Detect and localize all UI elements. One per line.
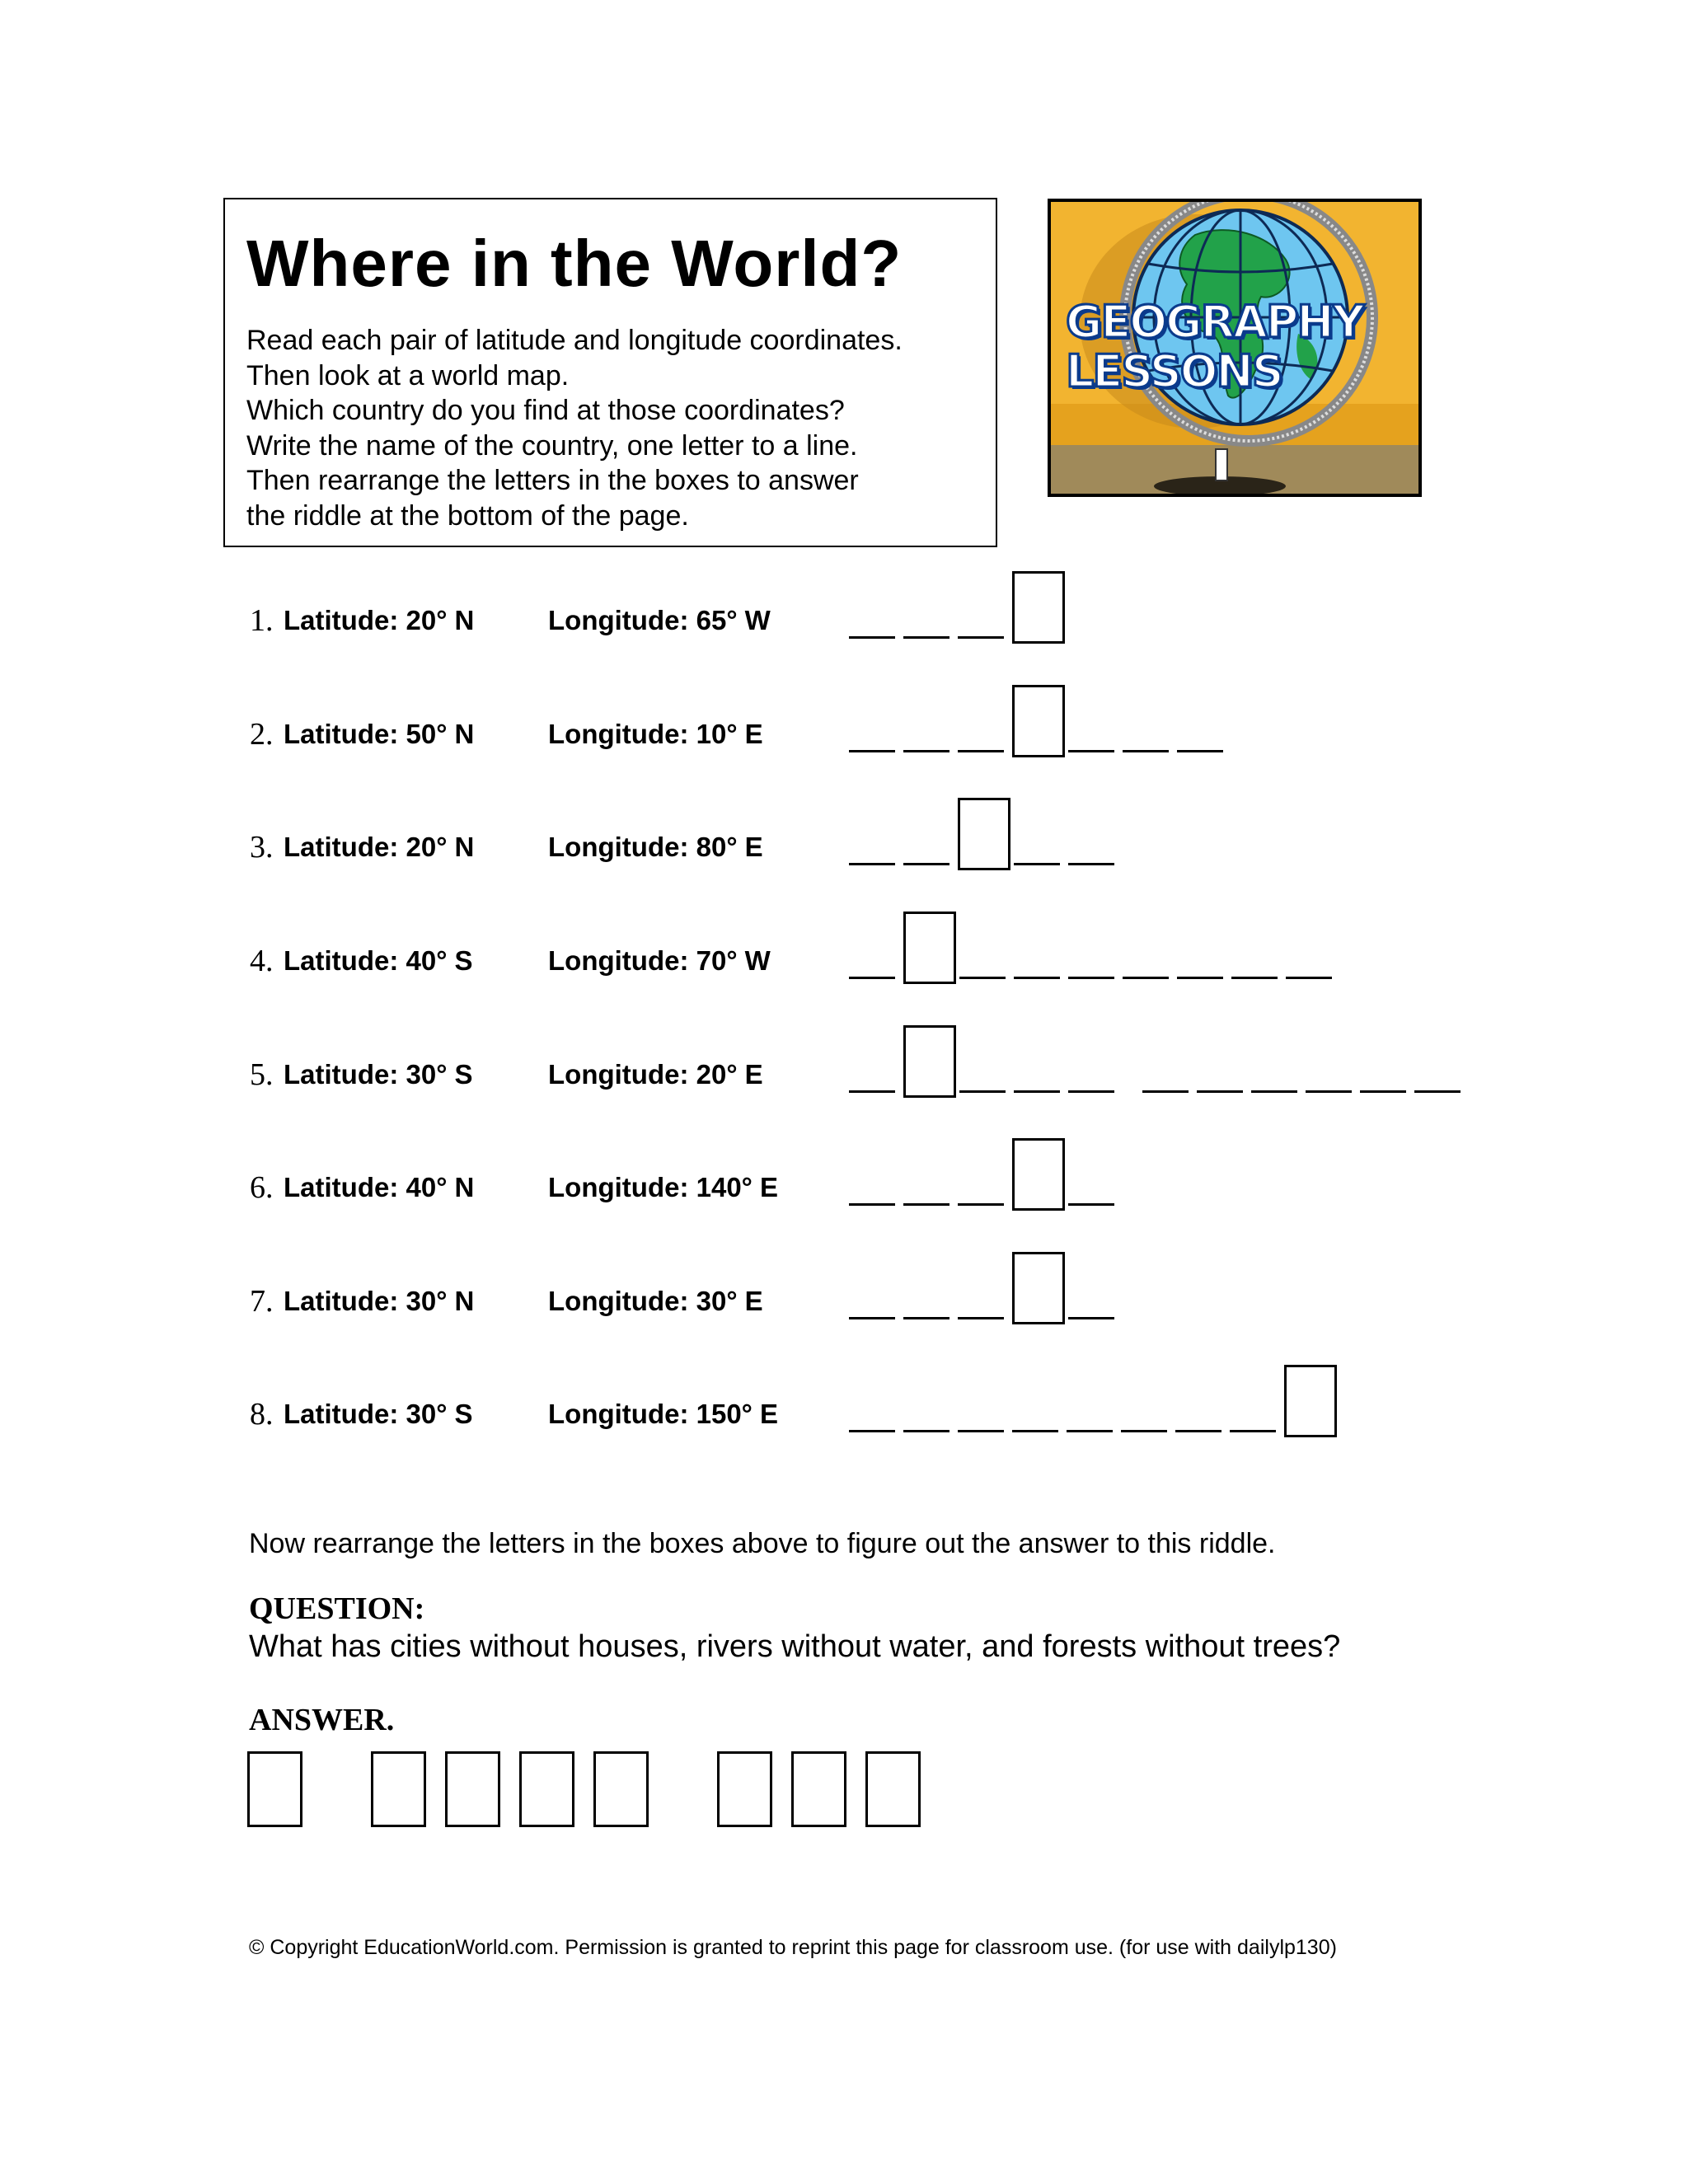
copyright-footer: © Copyright EducationWorld.com. Permission is granted to reprint this page for classroom use. (for use with dailylp130) [249, 1936, 1337, 1959]
answer-letter-box[interactable] [791, 1751, 846, 1827]
instruction-line: Read each pair of latitude and longitude coordinates. [246, 325, 903, 356]
letter-blank[interactable] [1414, 1090, 1461, 1093]
longitude-label: Longitude: 30° E [548, 1286, 763, 1316]
instruction-line: Then look at a world map. [246, 359, 570, 391]
answer-label: ANSWER. [249, 1703, 395, 1737]
answer-blanks [849, 798, 1123, 865]
instructions [246, 323, 988, 533]
longitude-label: Longitude: 10° E [548, 719, 763, 749]
answer-letter-box[interactable] [445, 1751, 500, 1827]
answer-blanks [849, 1252, 1123, 1319]
letter-blank[interactable] [849, 1203, 895, 1206]
question-row [250, 563, 1437, 645]
letter-blank[interactable] [903, 863, 950, 865]
question-number: 1. [250, 603, 274, 638]
longitude-label: Longitude: 140° E [548, 1172, 779, 1202]
letter-blank[interactable] [903, 636, 950, 639]
letter-box[interactable] [903, 1025, 956, 1098]
letter-blank[interactable] [958, 1317, 1004, 1319]
latitude-label: Latitude: 30° N [284, 1286, 475, 1316]
answer-letter-box[interactable] [247, 1751, 302, 1827]
letter-blank[interactable] [1068, 750, 1114, 752]
letter-blank[interactable] [1123, 750, 1169, 752]
answer-blanks [849, 1365, 1340, 1432]
letter-blank[interactable] [1068, 1317, 1114, 1319]
letter-blank[interactable] [849, 977, 895, 979]
letter-blank[interactable] [1230, 1430, 1276, 1432]
question-number: 6. [250, 1170, 274, 1205]
letter-blank[interactable] [849, 1090, 895, 1093]
letter-box[interactable] [1012, 1252, 1065, 1324]
latitude-label: Latitude: 40° N [284, 1172, 475, 1202]
answer-letter-box[interactable] [865, 1751, 921, 1827]
letter-blank[interactable] [1142, 1090, 1189, 1093]
longitude-label: Longitude: 150° E [548, 1399, 779, 1429]
question-number: 4. [250, 944, 274, 978]
logo-text: GEOGRAPHY LESSONS [1066, 296, 1363, 397]
geography-lessons-logo [1048, 199, 1422, 497]
letter-blank[interactable] [1175, 1430, 1221, 1432]
longitude-label: Longitude: 70° W [548, 945, 771, 976]
letter-box[interactable] [1012, 685, 1065, 757]
letter-blank[interactable] [1177, 977, 1223, 979]
letter-blank[interactable] [1014, 1090, 1060, 1093]
letter-blank[interactable] [958, 1203, 1004, 1206]
riddle-question: What has cities without houses, rivers without water, and forests without trees? [249, 1629, 1341, 1664]
answer-letter-box[interactable] [371, 1751, 426, 1827]
letter-blank[interactable] [959, 1090, 1006, 1093]
question-number: 8. [250, 1397, 274, 1432]
letter-blank[interactable] [959, 977, 1006, 979]
answer-blanks [849, 685, 1231, 752]
letter-box[interactable] [1012, 571, 1065, 644]
question-number: 3. [250, 830, 274, 865]
letter-blank[interactable] [1014, 863, 1060, 865]
latitude-label: Latitude: 20° N [284, 605, 475, 635]
letter-blank[interactable] [1306, 1090, 1352, 1093]
longitude-label: Longitude: 65° W [548, 605, 771, 635]
letter-blank[interactable] [1286, 977, 1332, 979]
answer-letter-box[interactable] [717, 1751, 772, 1827]
letter-blank[interactable] [849, 863, 895, 865]
answer-letter-box[interactable] [519, 1751, 574, 1827]
answer-blanks [849, 912, 1340, 979]
letter-box[interactable] [1284, 1365, 1337, 1437]
letter-blank[interactable] [958, 636, 1004, 639]
instruction-line: the riddle at the bottom of the page. [246, 499, 689, 532]
letter-blank[interactable] [1068, 1203, 1114, 1206]
latitude-label: Latitude: 50° N [284, 719, 475, 749]
question-row [250, 677, 1437, 759]
question-row [250, 1130, 1437, 1212]
letter-blank[interactable] [1012, 1430, 1058, 1432]
latitude-label: Latitude: 30° S [284, 1059, 473, 1090]
question-label: QUESTION: [249, 1591, 425, 1626]
letter-blank[interactable] [903, 1317, 950, 1319]
header-box [223, 198, 997, 547]
answer-letter-box[interactable] [593, 1751, 649, 1827]
letter-blank[interactable] [1014, 977, 1060, 979]
answer-blanks [849, 1138, 1123, 1206]
riddle-instructions: Now rearrange the letters in the boxes above to figure out the answer to this riddle. [249, 1528, 1276, 1559]
instruction-line: Then rearrange the letters in the boxes to answer [246, 465, 859, 496]
letter-blank[interactable] [958, 1430, 1004, 1432]
letter-blank[interactable] [1360, 1090, 1406, 1093]
letter-blank[interactable] [903, 1203, 950, 1206]
letter-blank[interactable] [849, 750, 895, 752]
question-number: 7. [250, 1284, 274, 1319]
question-row [250, 790, 1437, 872]
letter-blank[interactable] [1068, 863, 1114, 865]
latitude-label: Latitude: 30° S [284, 1399, 473, 1429]
letter-blank[interactable] [1197, 1090, 1243, 1093]
letter-box[interactable] [903, 912, 956, 984]
question-row [250, 1017, 1437, 1099]
page-title: Where in the World? [246, 227, 903, 300]
letter-blank[interactable] [1068, 977, 1114, 979]
answer-boxes [247, 1751, 948, 1827]
question-row [250, 1244, 1437, 1326]
instruction-line: Write the name of the country, one letter to a line. [246, 429, 858, 462]
letter-box[interactable] [958, 798, 1010, 870]
question-number: 2. [250, 717, 274, 752]
letter-blank[interactable] [1251, 1090, 1297, 1093]
letter-blank[interactable] [1121, 1430, 1167, 1432]
question-row [250, 1357, 1437, 1439]
latitude-label: Latitude: 20° N [284, 832, 475, 862]
instruction-line: Which country do you find at those coordinates? [246, 395, 845, 426]
letter-blank[interactable] [849, 1317, 895, 1319]
letter-blank[interactable] [1123, 977, 1169, 979]
latitude-label: Latitude: 40° S [284, 945, 473, 976]
question-row [250, 903, 1437, 986]
letter-blank[interactable] [903, 1430, 950, 1432]
answer-blanks [849, 1025, 1469, 1093]
letter-blank[interactable] [1068, 1090, 1114, 1093]
longitude-label: Longitude: 80° E [548, 832, 763, 862]
letter-blank[interactable] [1067, 1430, 1113, 1432]
answer-blanks [849, 571, 1068, 639]
letter-blank[interactable] [958, 750, 1004, 752]
letter-blank[interactable] [849, 636, 895, 639]
letter-blank[interactable] [1177, 750, 1223, 752]
letter-box[interactable] [1012, 1138, 1065, 1211]
longitude-label: Longitude: 20° E [548, 1059, 763, 1090]
question-number: 5. [250, 1057, 274, 1092]
letter-blank[interactable] [849, 1430, 895, 1432]
letter-blank[interactable] [1231, 977, 1278, 979]
letter-blank[interactable] [903, 750, 950, 752]
